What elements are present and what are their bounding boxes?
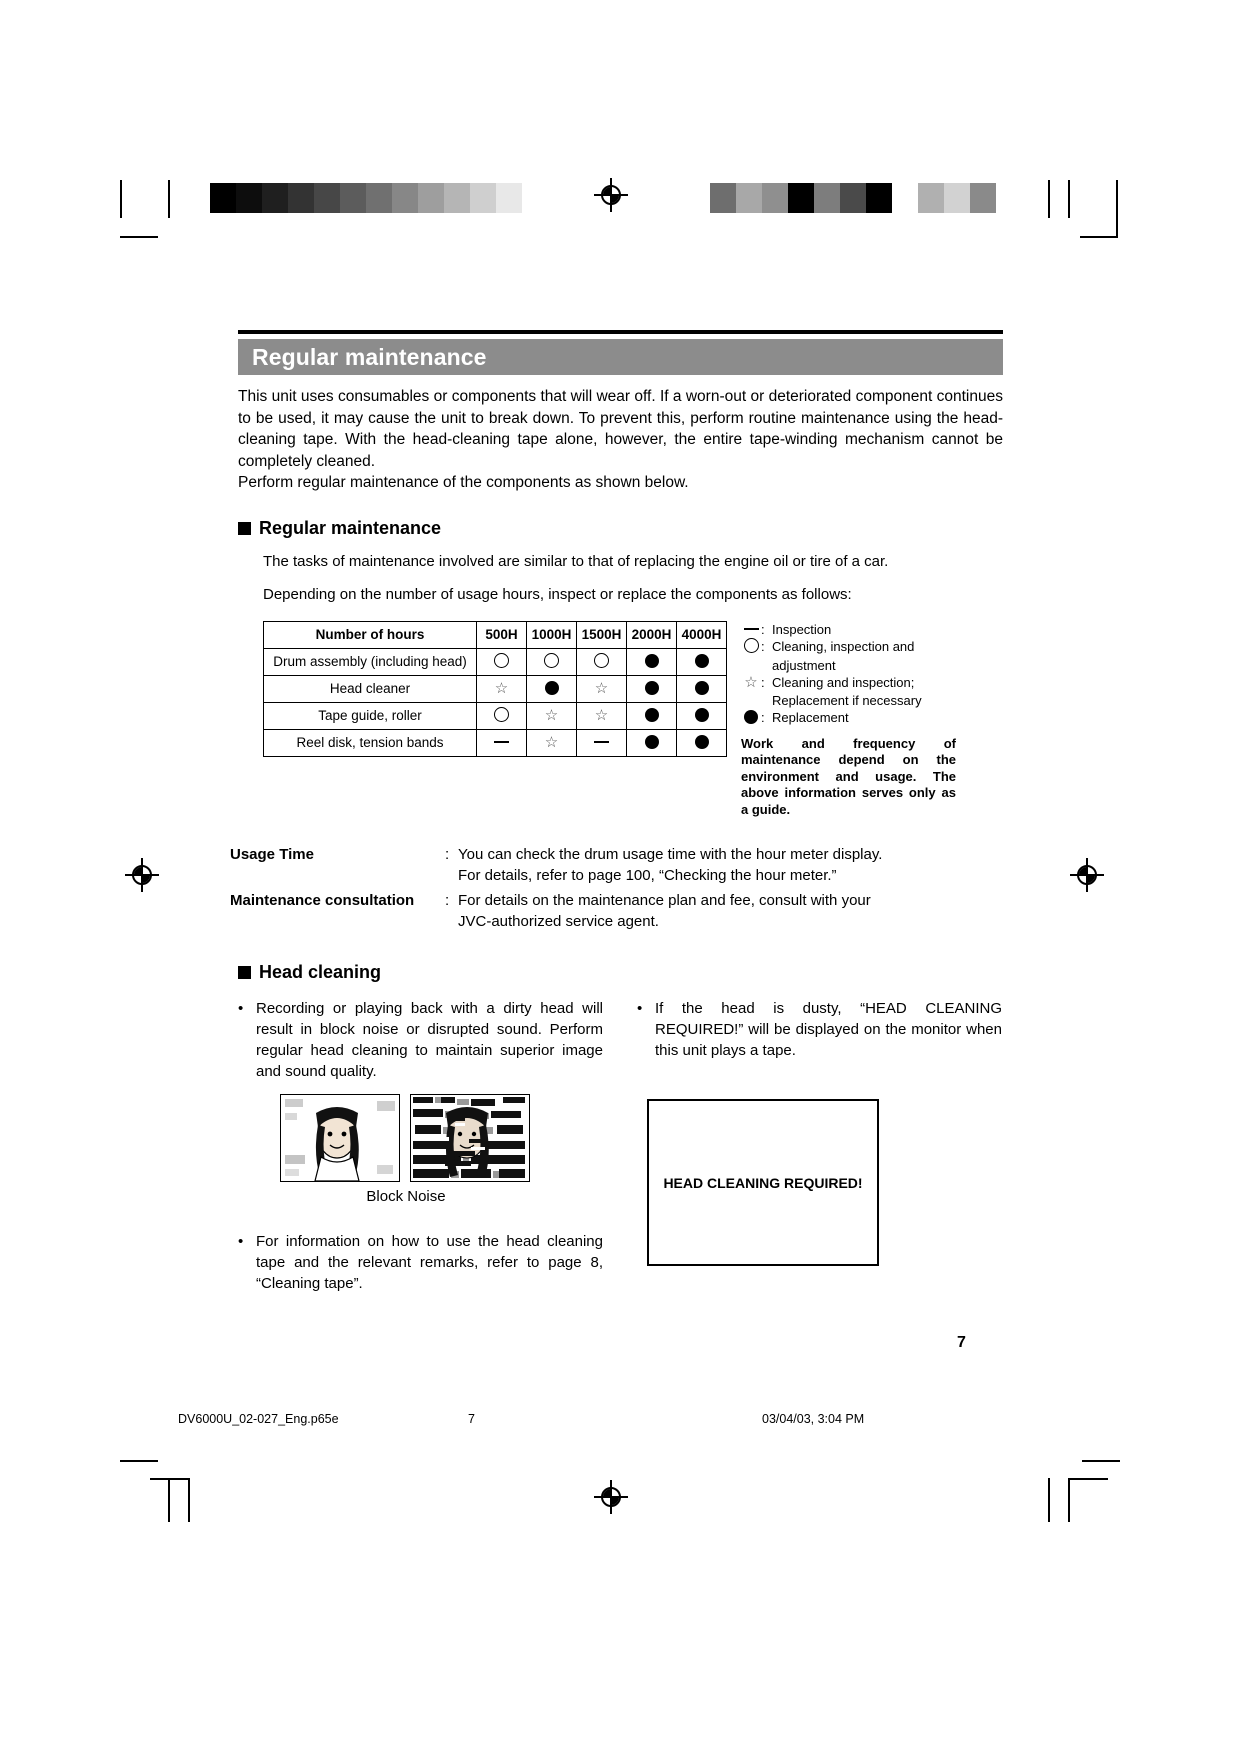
legend-text-continuation: adjustment [772, 657, 836, 673]
section-heading-label: Head cleaning [259, 962, 382, 982]
clean-picture-illustration [281, 1095, 399, 1181]
symbol-dash-icon [744, 622, 759, 637]
legend-symbol [741, 674, 761, 692]
regular-maintenance-line-1: The tasks of maintenance involved are similar to that of replacing the engine oil or tire of a car. [263, 552, 889, 570]
legend-item [741, 674, 956, 692]
legend-item [741, 621, 956, 639]
footer-timestamp: 03/04/03, 3:04 PM [762, 1412, 865, 1426]
table-cell-symbol [577, 648, 627, 675]
square-bullet-icon [238, 966, 251, 979]
table-cell-symbol [527, 729, 577, 756]
definition-row-maintenance-consultation [230, 890, 1003, 932]
table-row-label: Tape guide, roller [264, 702, 477, 729]
legend-item [741, 638, 956, 657]
regular-maintenance-line-2: Depending on the number of usage hours, inspect or replace the components as follows: [263, 585, 852, 603]
table-row [264, 702, 727, 729]
section-heading-regular-maintenance [238, 518, 1003, 539]
symbol-dash-icon [494, 735, 509, 750]
definition-description-line-2: JVC-authorized service agent. [458, 913, 659, 930]
table-header-hours: 500H [477, 621, 527, 648]
bullet-item [637, 998, 1002, 1061]
definition-list [230, 844, 1003, 932]
table-header-hours: 1000H [527, 621, 577, 648]
table-row [264, 729, 727, 756]
symbol-filled-circle-icon [645, 708, 659, 723]
table-cell-symbol [577, 729, 627, 756]
table-row-label: Reel disk, tension bands [264, 729, 477, 756]
symbol-open-circle-icon [494, 709, 509, 724]
definition-term: Usage Time [230, 846, 314, 863]
symbol-filled-circle-icon [744, 710, 758, 725]
table-cell-symbol [527, 702, 577, 729]
bullet-dot-icon: • [238, 1233, 244, 1250]
square-bullet-icon [238, 522, 251, 535]
bullet-text: Recording or playing back with a dirty head will result in block noise or disrupted sound. Perform regular head cleaning to maintain superior image and sound quality. [256, 1000, 603, 1080]
symbol-star-icon: ☆ [594, 680, 609, 697]
table-header-row [264, 621, 727, 648]
legend-text-continuation: Replacement if necessary [772, 692, 922, 708]
image-caption: Block Noise [366, 1188, 446, 1205]
symbol-filled-circle-icon [695, 735, 709, 750]
legend-colon: : [761, 639, 765, 654]
symbol-filled-circle-icon [645, 735, 659, 750]
bullet-item [238, 1231, 603, 1294]
symbol-filled-circle-icon [645, 681, 659, 696]
head-cleaning-right-column [637, 998, 1002, 1298]
table-cell-symbol [627, 648, 677, 675]
table-header-hours: 2000H [627, 621, 677, 648]
footer-page-number: 7 [468, 1412, 475, 1426]
table-body [264, 648, 727, 756]
footer-filename: DV6000U_02-027_Eng.p65e [178, 1412, 339, 1426]
bullet-dot-icon: • [238, 1000, 244, 1017]
table-cell-symbol [577, 675, 627, 702]
symbol-filled-circle-icon [545, 681, 559, 696]
table-cell-symbol [477, 702, 527, 729]
table-cell-symbol [577, 702, 627, 729]
legend-item [741, 709, 956, 727]
table-row-label: Head cleaner [264, 675, 477, 702]
table-header-label: Number of hours [264, 621, 477, 648]
definition-description-line-1: For details on the maintenance plan and fee, consult with your [458, 892, 871, 909]
legend-colon: : [761, 710, 765, 725]
table-cell-symbol [477, 648, 527, 675]
symbol-filled-circle-icon [695, 654, 709, 669]
table-row-label: Drum assembly (including head) [264, 648, 477, 675]
table-cell-symbol [627, 729, 677, 756]
symbol-filled-circle-icon [695, 708, 709, 723]
table-row [264, 648, 727, 675]
maintenance-schedule-table [263, 621, 727, 757]
head-cleaning-columns [238, 998, 1003, 1298]
image-clean-picture [280, 1094, 400, 1182]
legend-text: Cleaning and inspection; [772, 675, 915, 690]
legend-symbol [741, 709, 761, 727]
symbol-star-icon: ☆ [744, 674, 758, 691]
bullet-dot-icon: • [637, 1000, 643, 1017]
symbol-star-icon: ☆ [494, 680, 509, 697]
table-cell-symbol [627, 675, 677, 702]
section-heading-head-cleaning [238, 962, 1003, 983]
table-cell-symbol [627, 702, 677, 729]
bullet-text: If the head is dusty, “HEAD CLEANING REQUIRED!” will be displayed on the monitor when this unit plays a tape. [655, 1000, 1002, 1059]
symbol-filled-circle-icon [645, 654, 659, 669]
legend-symbol [741, 621, 761, 639]
table-cell-symbol [477, 729, 527, 756]
definition-description [458, 844, 1003, 886]
legend-text: Inspection [772, 621, 832, 637]
bullet-item [238, 998, 603, 1082]
table-cell-symbol [477, 675, 527, 702]
section-heading-label: Regular maintenance [259, 517, 442, 538]
legend-symbol [741, 638, 761, 657]
head-cleaning-left-column [238, 998, 603, 1298]
intro-paragraph-1: This unit uses consumables or components that will wear off. If a worn-out or deteriorated component continues to be used, it may cause the unit to break down. To prevent this, perform routine maintenance using the head-cleaning tape. With the head-cleaning tape alone, however, the entire tape-winding mechanism cannot be completely cleaned. [238, 388, 1003, 470]
monitor-display [647, 1099, 879, 1266]
symbol-open-circle-icon [744, 640, 759, 655]
block-noise-illustration [411, 1095, 529, 1181]
symbol-filled-circle-icon [695, 681, 709, 696]
block-noise-images [280, 1094, 603, 1182]
definition-colon: : [445, 892, 450, 909]
intro-block [238, 386, 1003, 494]
definition-colon: : [445, 846, 450, 863]
table-head [264, 621, 727, 648]
bullet-text: For information on how to use the head cleaning tape and the relevant remarks, refer to page 8, “Cleaning tape”. [256, 1233, 603, 1292]
intro-paragraph-2: Perform regular maintenance of the components as shown below. [238, 474, 689, 491]
maintenance-table-area [263, 621, 1003, 819]
table-row [264, 675, 727, 702]
table-cell-symbol [677, 675, 727, 702]
symbol-dash-icon [594, 735, 609, 750]
table-legend [741, 621, 956, 819]
definition-term: Maintenance consultation [230, 892, 415, 909]
legend-colon: : [761, 675, 765, 690]
image-block-noise-picture [410, 1094, 530, 1182]
page-title: Regular maintenance [252, 343, 487, 370]
table-cell-symbol [677, 702, 727, 729]
table-header-hours: 4000H [677, 621, 727, 648]
legend-text: Replacement [772, 710, 849, 725]
legend-colon: : [761, 621, 765, 637]
definition-description-line-2: For details, refer to page 100, “Checking the hour meter.” [458, 867, 837, 884]
definition-row-usage-time [230, 844, 1003, 886]
legend-text: Cleaning, inspection and [772, 639, 915, 654]
symbol-open-circle-icon [544, 655, 559, 670]
symbol-star-icon: ☆ [544, 734, 559, 751]
table-header-hours: 1500H [577, 621, 627, 648]
monitor-message: HEAD CLEANING REQUIRED! [663, 1174, 863, 1191]
definition-description-line-1: You can check the drum usage time with the hour meter display. [458, 846, 883, 863]
symbol-open-circle-icon [594, 655, 609, 670]
definition-description [458, 890, 1003, 932]
table-cell-symbol [677, 648, 727, 675]
symbol-star-icon: ☆ [594, 707, 609, 724]
page-content [230, 330, 1003, 1298]
page-title-bar [238, 339, 1003, 375]
table-cell-symbol [527, 675, 577, 702]
page-number: 7 [957, 1334, 966, 1351]
table-cell-symbol [677, 729, 727, 756]
symbol-open-circle-icon [494, 655, 509, 670]
legend-note: Work and frequency of maintenance depend on the environment and usage. The above information serves only as a guide. [741, 735, 956, 817]
table-cell-symbol [527, 648, 577, 675]
symbol-star-icon: ☆ [544, 707, 559, 724]
